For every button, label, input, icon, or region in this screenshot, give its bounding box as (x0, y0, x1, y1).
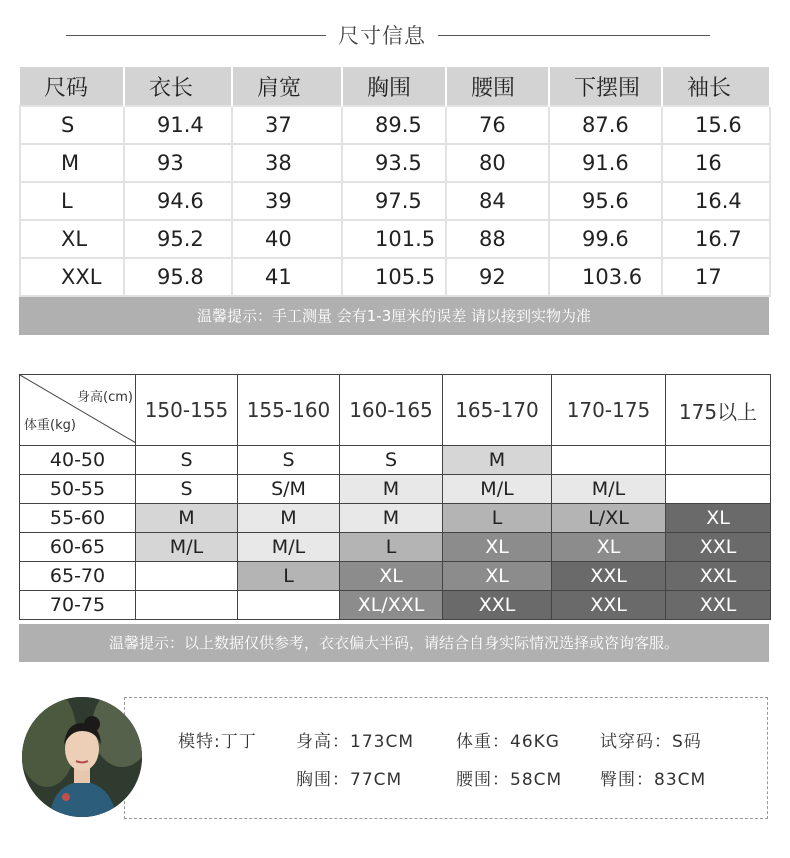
recommended-size-cell: XXL (666, 533, 771, 562)
reference-note: 温馨提示：以上数据仅供参考，衣衣偏大半码，请结合自身实际情况选择或咨询客服。 (19, 624, 769, 662)
size-value-cell: 94.6 (124, 182, 232, 220)
recommended-size-cell: M/L (136, 533, 238, 562)
recommended-size-cell: L (238, 562, 340, 591)
size-value-cell: 103.6 (549, 258, 662, 296)
size-value-cell: 101.5 (342, 220, 446, 258)
height-170-175: 170-175 (552, 375, 666, 446)
corner-height-label: 身高(cm) (77, 390, 133, 405)
size-label-cell: L (20, 182, 124, 220)
title-divider-right (438, 35, 710, 36)
recommended-size-cell: M (340, 504, 443, 533)
recommended-size-cell: S (136, 475, 238, 504)
size-table (19, 67, 771, 297)
model-waist: 腰围：58CM (456, 770, 563, 790)
header-size: 尺码 (20, 67, 124, 106)
header-hem: 下摆围 (549, 67, 662, 106)
size-label-cell: S (20, 106, 124, 144)
recommended-size-cell (136, 591, 238, 620)
hw-row (20, 475, 771, 504)
recommended-size-cell: XXL (666, 562, 771, 591)
model-bust: 胸围：77CM (296, 770, 403, 790)
height-weight-table (19, 374, 771, 620)
recommended-size-cell: XXL (552, 591, 666, 620)
size-value-cell: 37 (232, 106, 342, 144)
model-avatar (22, 697, 142, 817)
size-value-cell: 15.6 (662, 106, 770, 144)
size-value-cell: 88 (446, 220, 549, 258)
recommended-size-cell (666, 446, 771, 475)
size-value-cell: 41 (232, 258, 342, 296)
size-value-cell: 93.5 (342, 144, 446, 182)
recommended-size-cell (136, 562, 238, 591)
size-value-cell: 95.6 (549, 182, 662, 220)
size-row (20, 144, 770, 182)
model-portrait-icon (22, 697, 142, 817)
height-165-170: 165-170 (443, 375, 552, 446)
model-try-size: 试穿码：S码 (600, 732, 702, 752)
size-label-cell: XL (20, 220, 124, 258)
size-row (20, 220, 770, 258)
recommended-size-cell: XL (666, 504, 771, 533)
corner-weight-label: 体重(kg) (24, 418, 76, 433)
size-value-cell: 91.6 (549, 144, 662, 182)
recommended-size-cell: M/L (238, 533, 340, 562)
model-hip: 臀围：83CM (600, 770, 707, 790)
recommended-size-cell: XL (443, 562, 552, 591)
size-row (20, 106, 770, 144)
size-value-cell: 38 (232, 144, 342, 182)
recommended-size-cell: XL (552, 533, 666, 562)
weight-range-cell: 50-55 (20, 475, 136, 504)
size-value-cell: 105.5 (342, 258, 446, 296)
size-value-cell: 87.6 (549, 106, 662, 144)
weight-range-cell: 70-75 (20, 591, 136, 620)
hw-corner-cell (20, 375, 136, 446)
size-value-cell: 95.8 (124, 258, 232, 296)
header-shoulder: 肩宽 (232, 67, 342, 106)
hw-row (20, 533, 771, 562)
size-value-cell: 92 (446, 258, 549, 296)
recommended-size-cell: M (238, 504, 340, 533)
height-160-165: 160-165 (340, 375, 443, 446)
recommended-size-cell: M/L (552, 475, 666, 504)
recommended-size-cell: L/XL (552, 504, 666, 533)
height-155-160: 155-160 (238, 375, 340, 446)
weight-range-cell: 65-70 (20, 562, 136, 591)
model-height: 身高：173CM (296, 732, 414, 752)
model-weight: 体重：46KG (456, 732, 560, 752)
size-value-cell: 93 (124, 144, 232, 182)
hw-row (20, 591, 771, 620)
section-title (0, 14, 790, 54)
section-title-text: 尺寸信息 (338, 24, 426, 48)
recommended-size-cell: XL/XXL (340, 591, 443, 620)
header-waist: 腰围 (446, 67, 549, 106)
recommended-size-cell: XL (443, 533, 552, 562)
size-value-cell: 16.4 (662, 182, 770, 220)
recommended-size-cell (666, 475, 771, 504)
size-value-cell: 84 (446, 182, 549, 220)
recommended-size-cell: L (340, 533, 443, 562)
recommended-size-cell: M (340, 475, 443, 504)
size-row (20, 258, 770, 296)
size-value-cell: 76 (446, 106, 549, 144)
recommended-size-cell (238, 591, 340, 620)
model-info-box (124, 697, 768, 819)
hw-row (20, 446, 771, 475)
title-divider-left (66, 35, 326, 36)
size-value-cell: 95.2 (124, 220, 232, 258)
height-150-155: 150-155 (136, 375, 238, 446)
size-value-cell: 40 (232, 220, 342, 258)
measurement-note: 温馨提示：手工测量 会有1-3厘米的误差 请以接到实物为准 (19, 297, 769, 335)
hw-row (20, 562, 771, 591)
header-length: 衣长 (124, 67, 232, 106)
recommended-size-cell: M/L (443, 475, 552, 504)
recommended-size-cell: M (443, 446, 552, 475)
weight-range-cell: 55-60 (20, 504, 136, 533)
recommended-size-cell: XXL (443, 591, 552, 620)
recommended-size-cell: S/M (238, 475, 340, 504)
size-value-cell: 39 (232, 182, 342, 220)
size-value-cell: 16 (662, 144, 770, 182)
model-name: 模特:丁丁 (178, 732, 257, 752)
size-row (20, 182, 770, 220)
size-value-cell: 80 (446, 144, 549, 182)
size-value-cell: 99.6 (549, 220, 662, 258)
size-label-cell: M (20, 144, 124, 182)
recommended-size-cell: S (340, 446, 443, 475)
size-label-cell: XXL (20, 258, 124, 296)
weight-range-cell: 40-50 (20, 446, 136, 475)
recommended-size-cell: S (238, 446, 340, 475)
size-value-cell: 91.4 (124, 106, 232, 144)
size-value-cell: 89.5 (342, 106, 446, 144)
recommended-size-cell (552, 446, 666, 475)
size-value-cell: 97.5 (342, 182, 446, 220)
header-bust: 胸围 (342, 67, 446, 106)
recommended-size-cell: L (443, 504, 552, 533)
recommended-size-cell: XL (340, 562, 443, 591)
size-table-header (20, 67, 770, 106)
hw-table-header (20, 375, 771, 446)
size-value-cell: 17 (662, 258, 770, 296)
recommended-size-cell: S (136, 446, 238, 475)
recommended-size-cell: M (136, 504, 238, 533)
header-sleeve: 袖长 (662, 67, 770, 106)
recommended-size-cell: XXL (666, 591, 771, 620)
recommended-size-cell: XXL (552, 562, 666, 591)
hw-row (20, 504, 771, 533)
size-value-cell: 16.7 (662, 220, 770, 258)
height-175-plus: 175以上 (666, 375, 771, 446)
weight-range-cell: 60-65 (20, 533, 136, 562)
